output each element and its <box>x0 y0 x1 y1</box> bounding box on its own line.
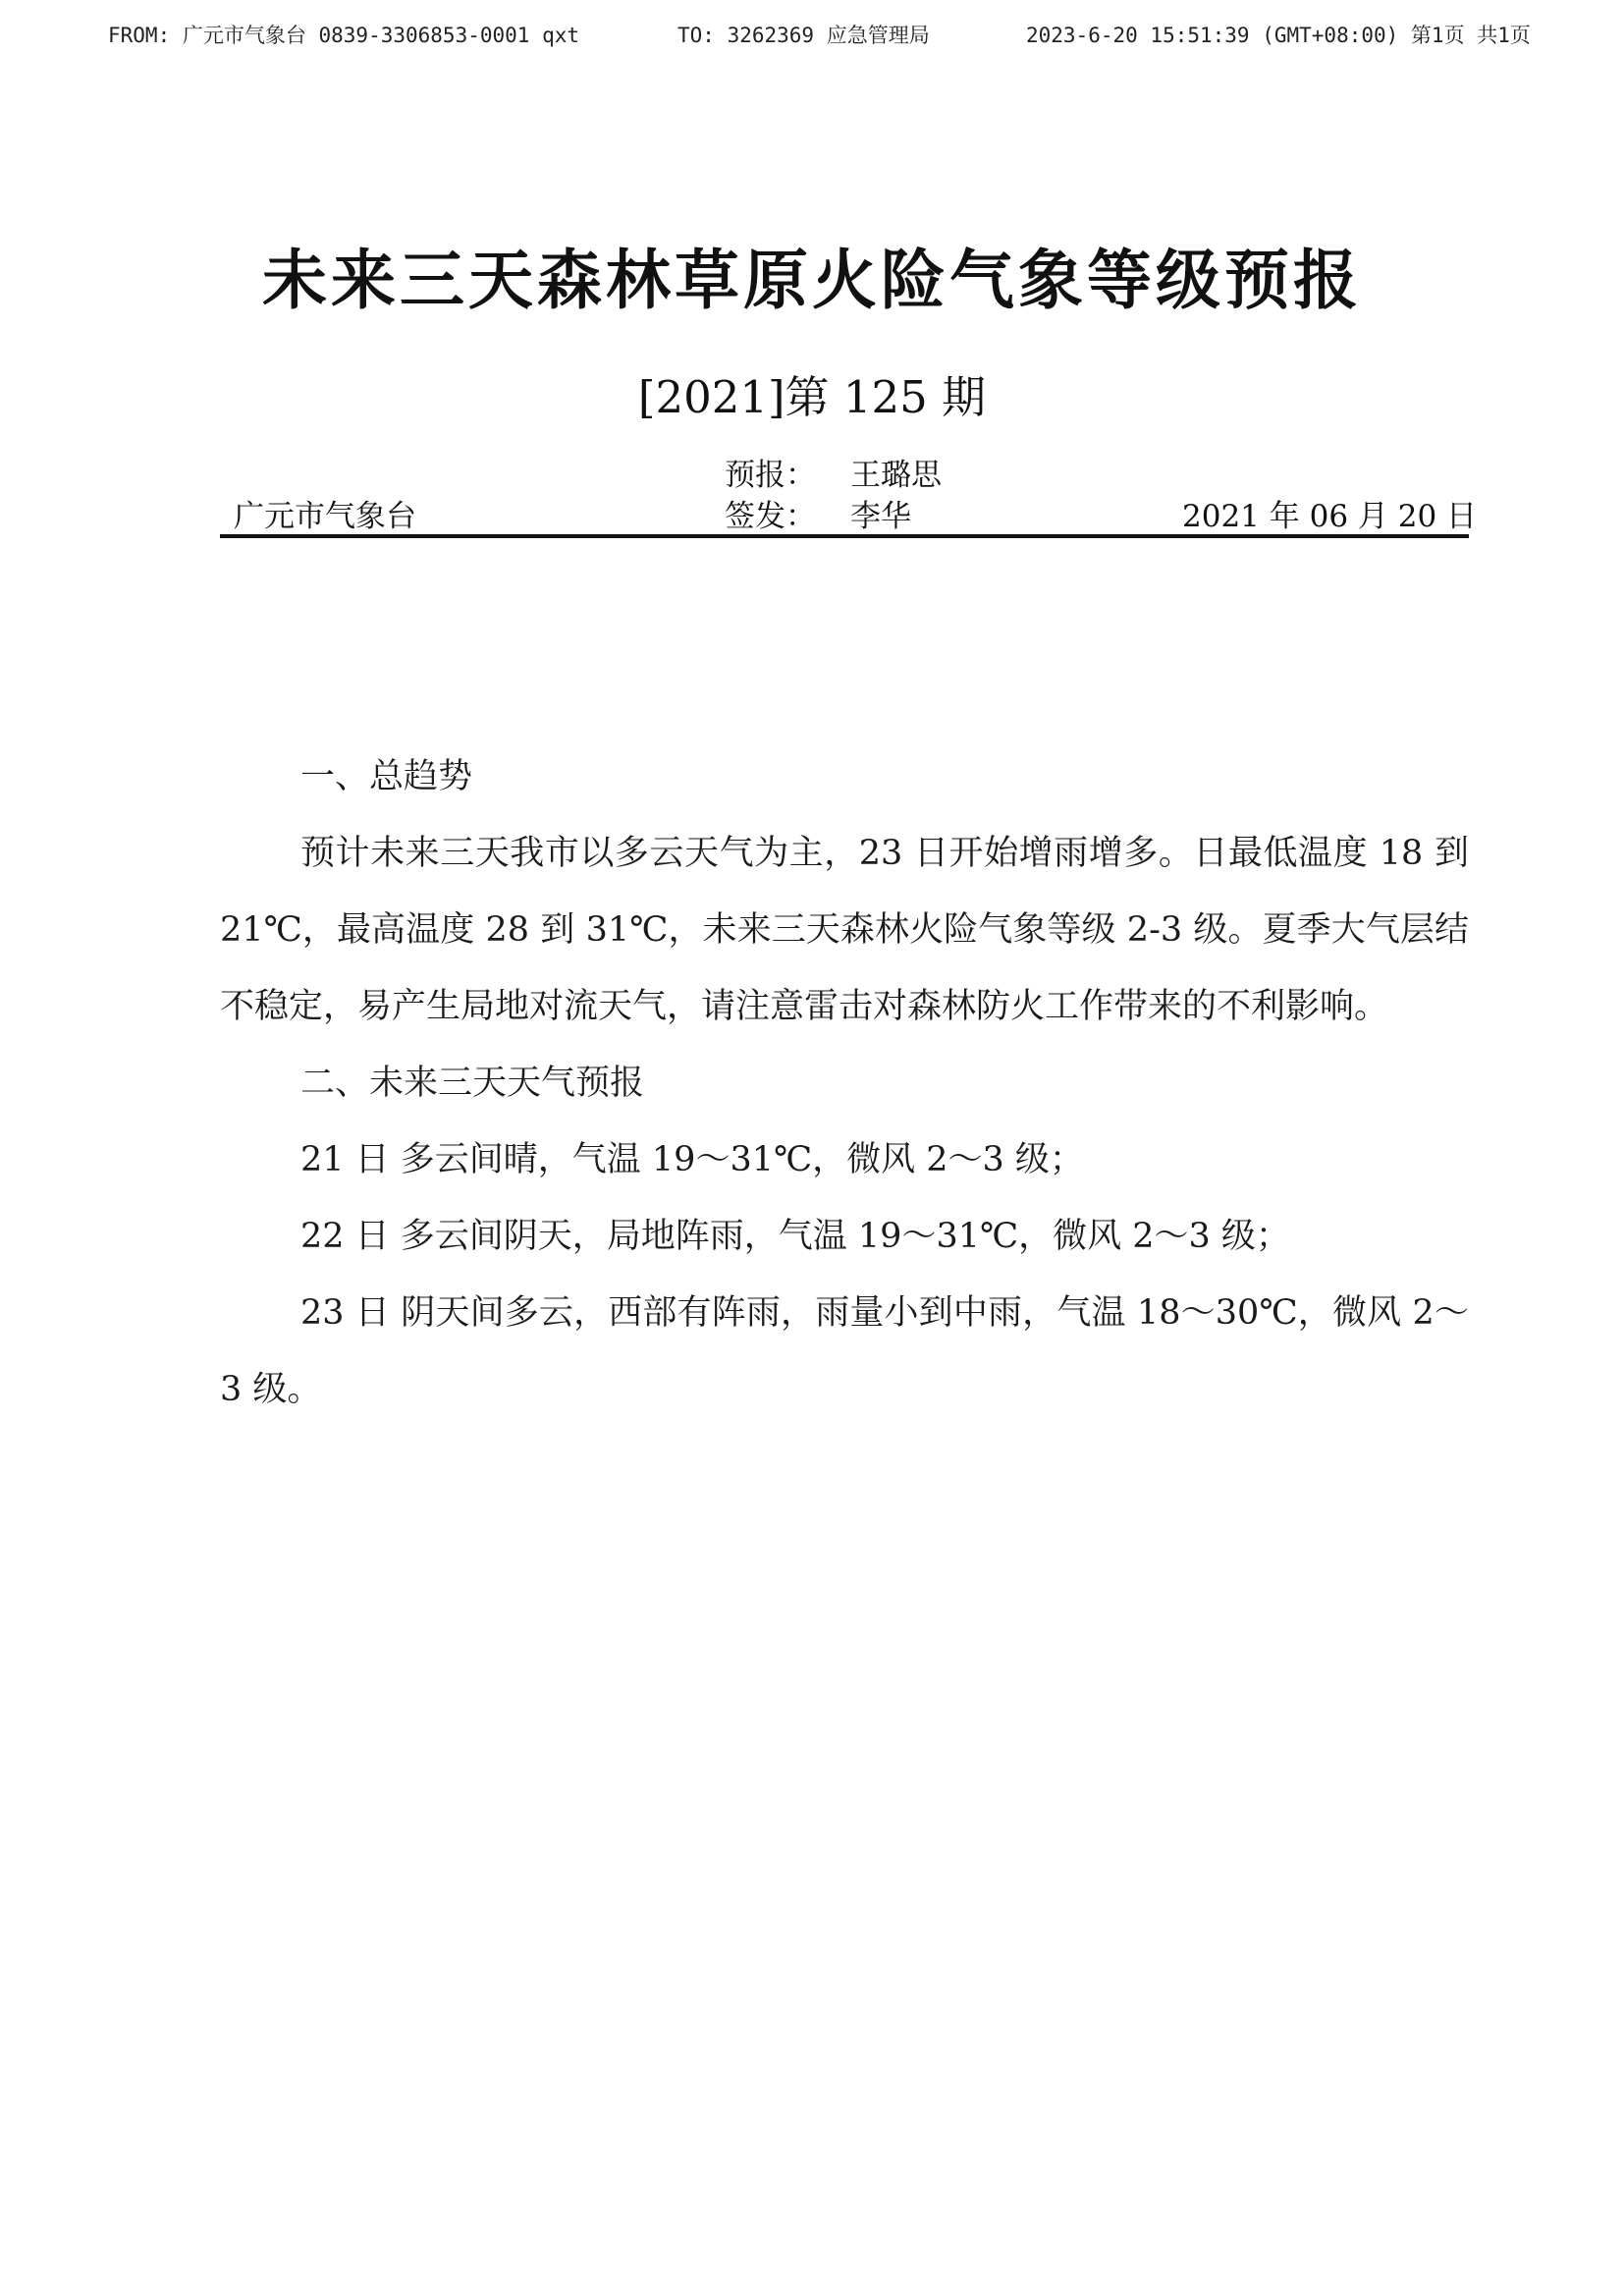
document-title: 未来三天森林草原火险气象等级预报 <box>262 243 1362 318</box>
forecaster-name: 王璐思 <box>850 458 942 493</box>
header-divider <box>220 534 1469 538</box>
issue-date: 2021 年 06 月 20 日 <box>1182 499 1478 534</box>
fax-from: FROM: 广元市气象台 0839-3306853-0001 qxt <box>108 24 580 47</box>
fax-timestamp: 2023-6-20 15:51:39 (GMT+08:00) 第1页 共1页 <box>1026 24 1531 47</box>
issuer-label: 签发： <box>725 499 816 534</box>
issuing-organization: 广元市气象台 <box>234 499 416 534</box>
forecast-day-23: 23 日 阴天间多云，西部有阵雨，雨量小到中雨，气温 18～30℃，微风 2～3 级。 <box>220 1293 1469 1409</box>
fax-to: TO: 3262369 应急管理局 <box>677 24 930 47</box>
forecast-day-21: 21 日 多云间晴，气温 19～31℃，微风 2～3 级； <box>300 1140 1084 1179</box>
forecaster-label: 预报： <box>725 458 816 493</box>
fax-header <box>108 20 1571 53</box>
section-heading-forecast: 二、未来三天天气预报 <box>300 1064 645 1103</box>
issuer-name: 李华 <box>850 499 911 534</box>
trend-paragraph: 预计未来三天我市以多云天气为主，23 日开始增雨增多。日最低温度 18 到 21℃，最高温度 28 到 31℃，未来三天森林火险气象等级 2-3 级。夏季大气层结不稳定，易产生局地对流天气，请注意雷击对森林防火工作带来的不利影响。 <box>220 834 1469 1026</box>
forecast-day-22: 22 日 多云间阴天，局地阵雨，气温 19～31℃，微风 2～3 级； <box>300 1217 1290 1256</box>
document-body <box>220 738 1469 1428</box>
section-heading-trend: 一、总趋势 <box>300 757 473 796</box>
issue-number: [2021]第 125 期 <box>637 371 987 423</box>
